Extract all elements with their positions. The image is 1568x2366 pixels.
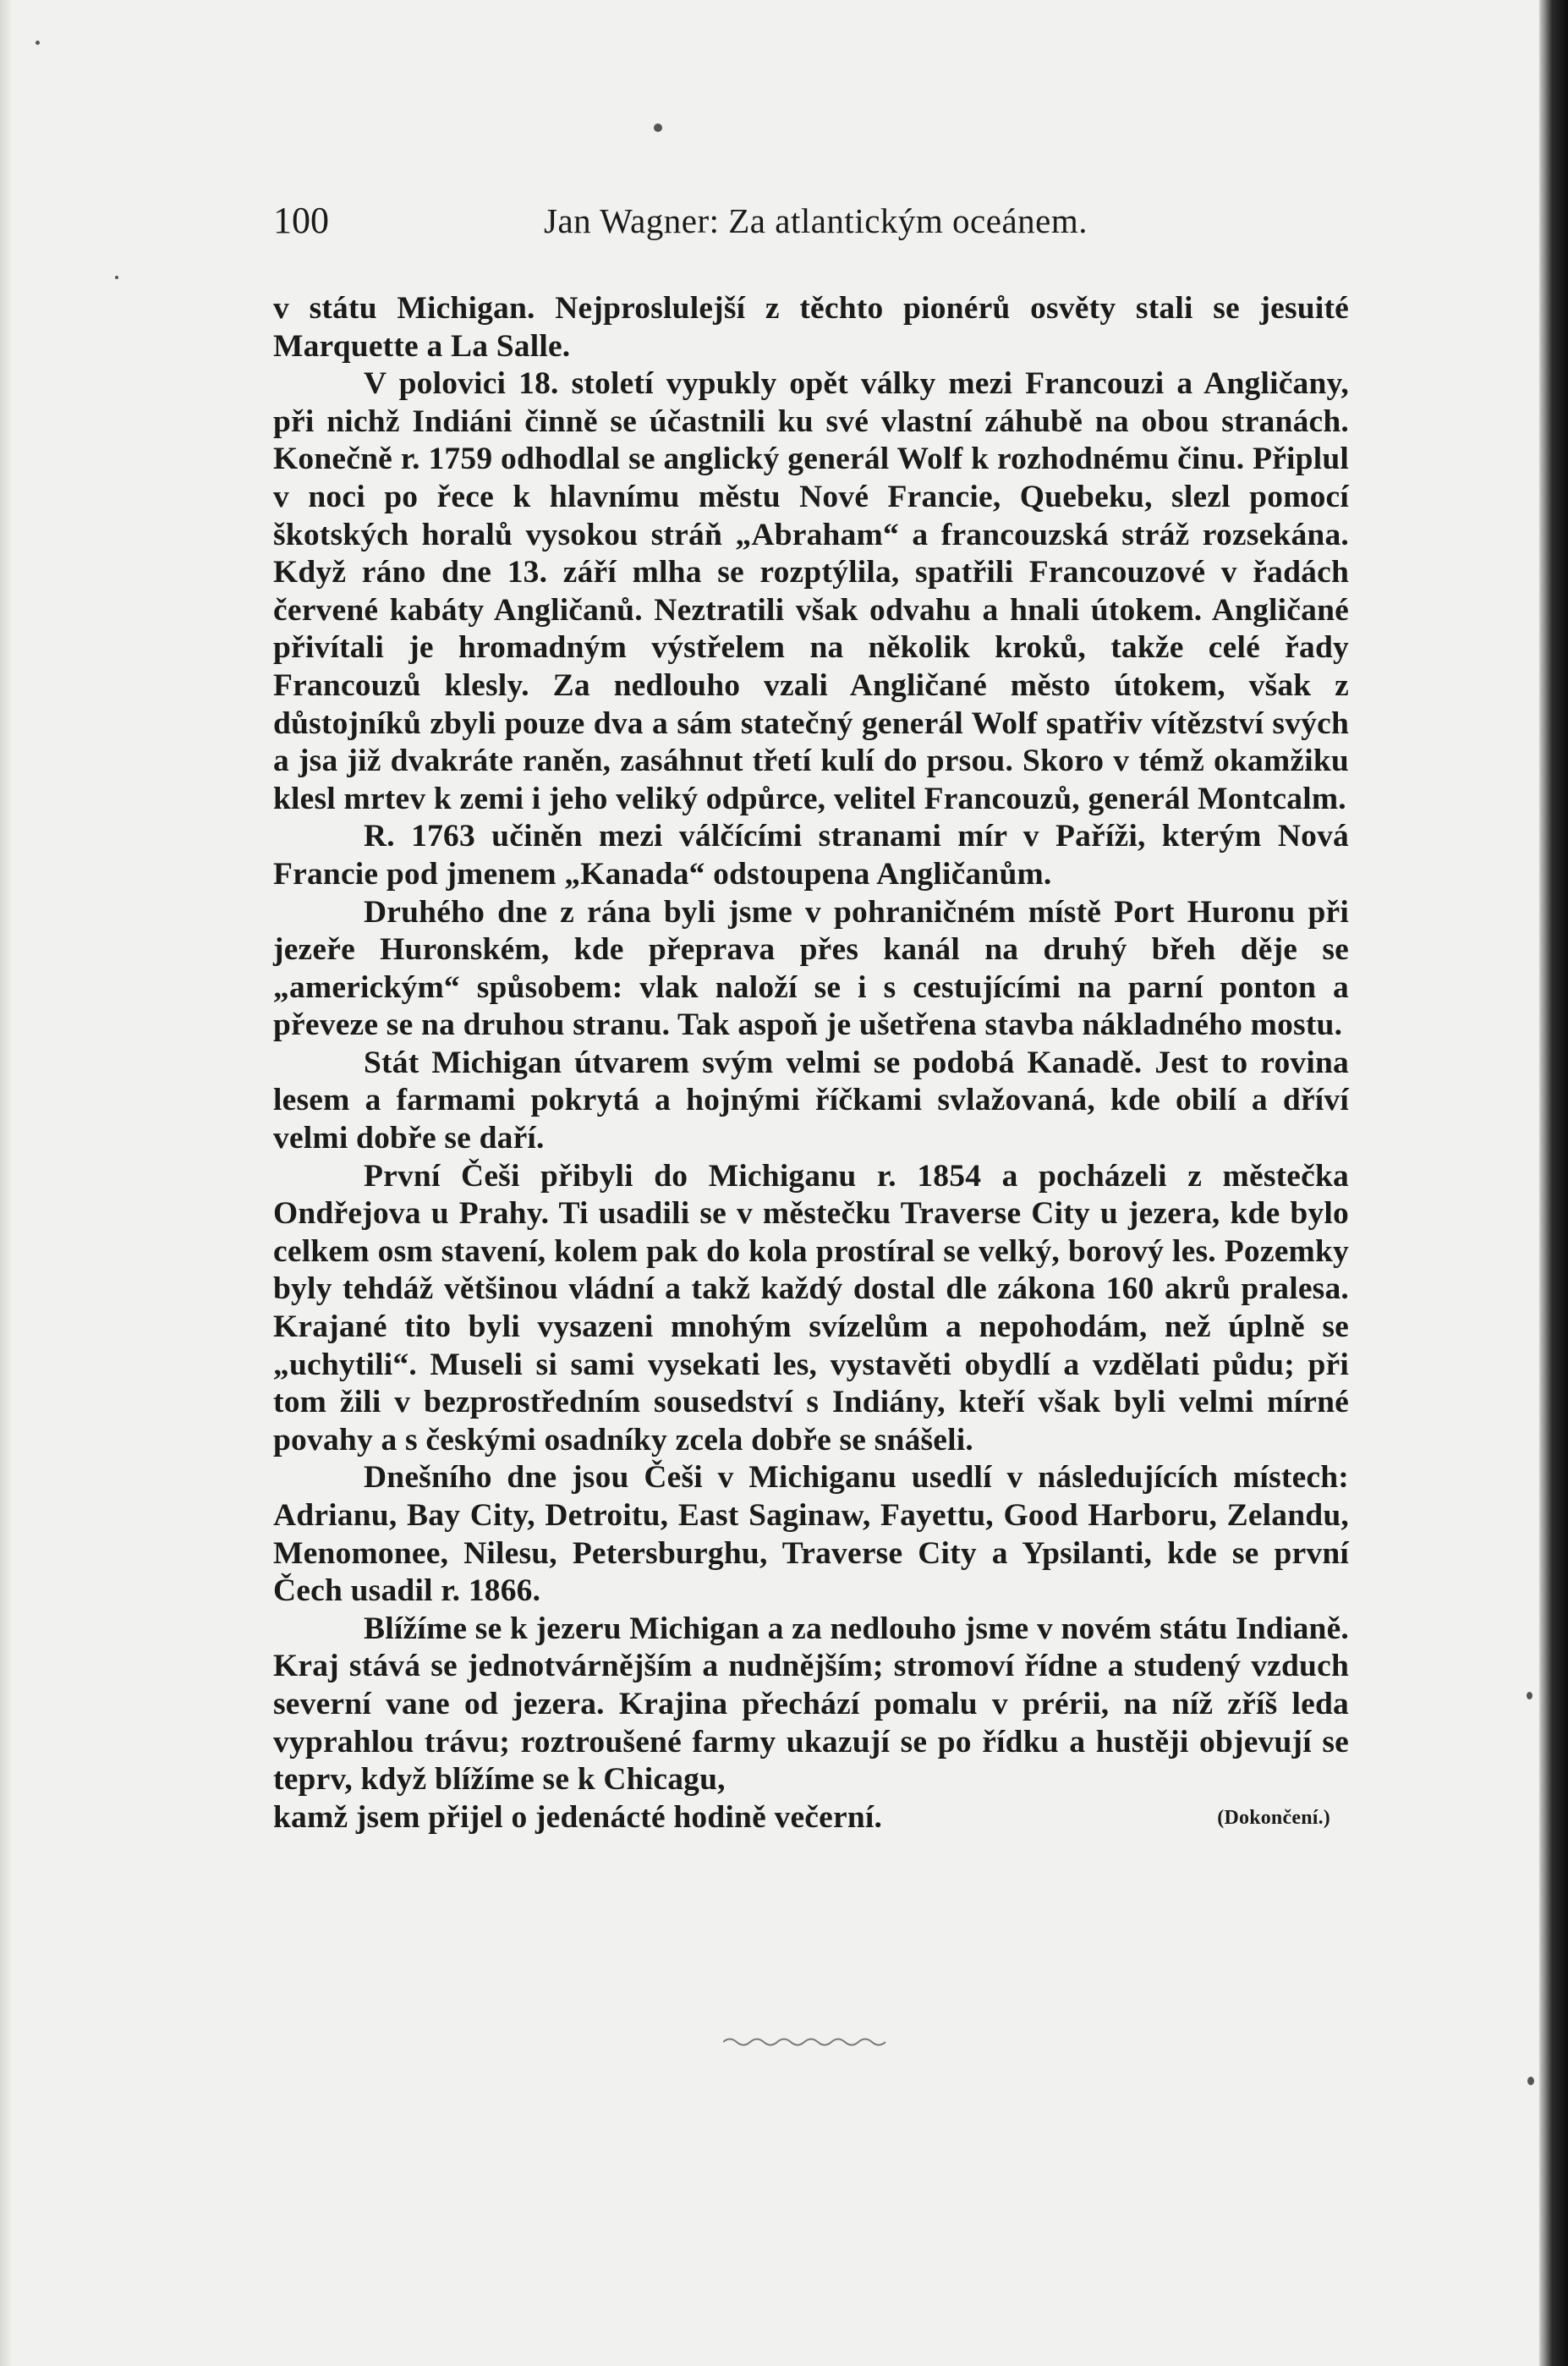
scan-right-edge [1539, 0, 1568, 2366]
page-number: 100 [273, 200, 329, 241]
sign-off: (Dokončení.) [1217, 1806, 1330, 1829]
paragraph: v státu Michigan. Nejproslulejší z těchto pionérů osvěty stali se jesuité Marquette a La Salle. [273, 291, 1349, 364]
ornament-squiggle [723, 2034, 892, 2048]
closing-last-line [273, 1799, 1349, 1837]
paragraph: Dnešního dne jsou Češi v Michiganu usedlí v následujících místech: Adrianu, Bay City, Detroitu, East Saginaw, Fayettu, Good Harboru, Zelandu, Menomonee, Nilesu, Petersburghu, Traverse City a Ypsilanti, kde se první Čech usadil r. 1866. [273, 1460, 1349, 1609]
scan-left-edge [0, 0, 12, 2366]
book-page [273, 199, 1349, 1836]
running-title: Jan Wagner: Za atlantickým oceánem. [544, 201, 1088, 240]
body-text [273, 290, 1349, 1836]
closing-paragraph: Blížíme se k jezeru Michigan a za nedlouho jsme v novém státu Indianě. Kraj stává se jednotvárnějším a nudnějším; stromoví řídne a studený vzduch severní vane od jezera. Krajina přechází pomalu v prérii, na níž zříš leda vyprahlou trávu; roztroušené farmy ukazují se po řídku a hustěji objevují se teprv, když blížíme se k Chicagu, [273, 1611, 1350, 1798]
paragraph: Stát Michigan útvarem svým velmi se podobá Kanadě. Jest to rovina lesem a farmami pokrytá a hojnými říčkami svlažovaná, kde obilí a dříví velmi dobře se daří. [273, 1045, 1349, 1156]
closing-last-line-text: kamž jsem přijel o jedenácté hodině večerní. [273, 1799, 883, 1835]
paragraph: V polovici 18. století vypukly opět války mezi Francouzi a Angličany, při nichž Indiáni činně se účastnili ku své vlastní záhubě na obou stranách. Konečně r. 1759 odhodlal se anglický generál Wolf k rozhodnému činu. Připlul v noci po řece k hlavnímu městu Nové Francie, Quebeku, slezl pomocí škotských horalů vysokou stráň „Abraham“ a francouzská stráž rozsekána. Když ráno dne 13. září mlha se rozptýlila, spatřili Francouzové v řadách červené kabáty Angličanů. Neztratili však odvahu a hnali útokem. Angličané přivítali je hromadným výstřelem na několik kroků, takže celé řady Francouzů klesly. Za nedlouho vzali Angličané město útokem, však z důstojníků zbyli pouze dva a sám statečný generál Wolf spatřiv vítězství svých a jsa již dvakráte raněn, zasáhnut třetí kulí do prsou. Skoro v témž okamžiku klesl mrtev k zemi i jeho veliký odpůrce, velitel Francouzů, generál Montcalm. [273, 366, 1349, 816]
running-header [273, 199, 1349, 258]
paragraph: Druhého dne z rána byli jsme v pohraničném místě Port Huronu při jezeře Huronském, kde přeprava přes kanál na druhý břeh děje se „americkým“ spůsobem: vlak naloží se i s cestujícími na parní ponton a převeze se na druhou stranu. Tak aspoň je ušetřena stavba nákladného mostu. [273, 894, 1349, 1043]
paragraph: První Češi přibyli do Michiganu r. 1854 a pocházeli z městečka Ondřejova u Prahy. Ti usadili se v městečku Traverse City u jezera, kde bylo celkem osm stavení, kolem pak do kola prostíral se velký, borový les. Pozemky byly tehdáž většinou vládní a takž každý dostal dle zákona 160 akrů pralesa. Krajané tito byli vysazeni mnohým svízelům a nepohodám, než úplně se „uchytili“. Museli si sami vysekati les, vystavěti obydlí a vzdělati půdu; při tom žili v bezprostředním sousedství s Indiány, kteří však byli velmi mírné povahy a s českými osadníky zcela dobře se snášeli. [273, 1158, 1349, 1457]
paragraph: R. 1763 učiněn mezi válčícími stranami mír v Paříži, kterým Nová Francie pod jmenem „Kanada“ odstoupena Angličanům. [273, 819, 1349, 892]
